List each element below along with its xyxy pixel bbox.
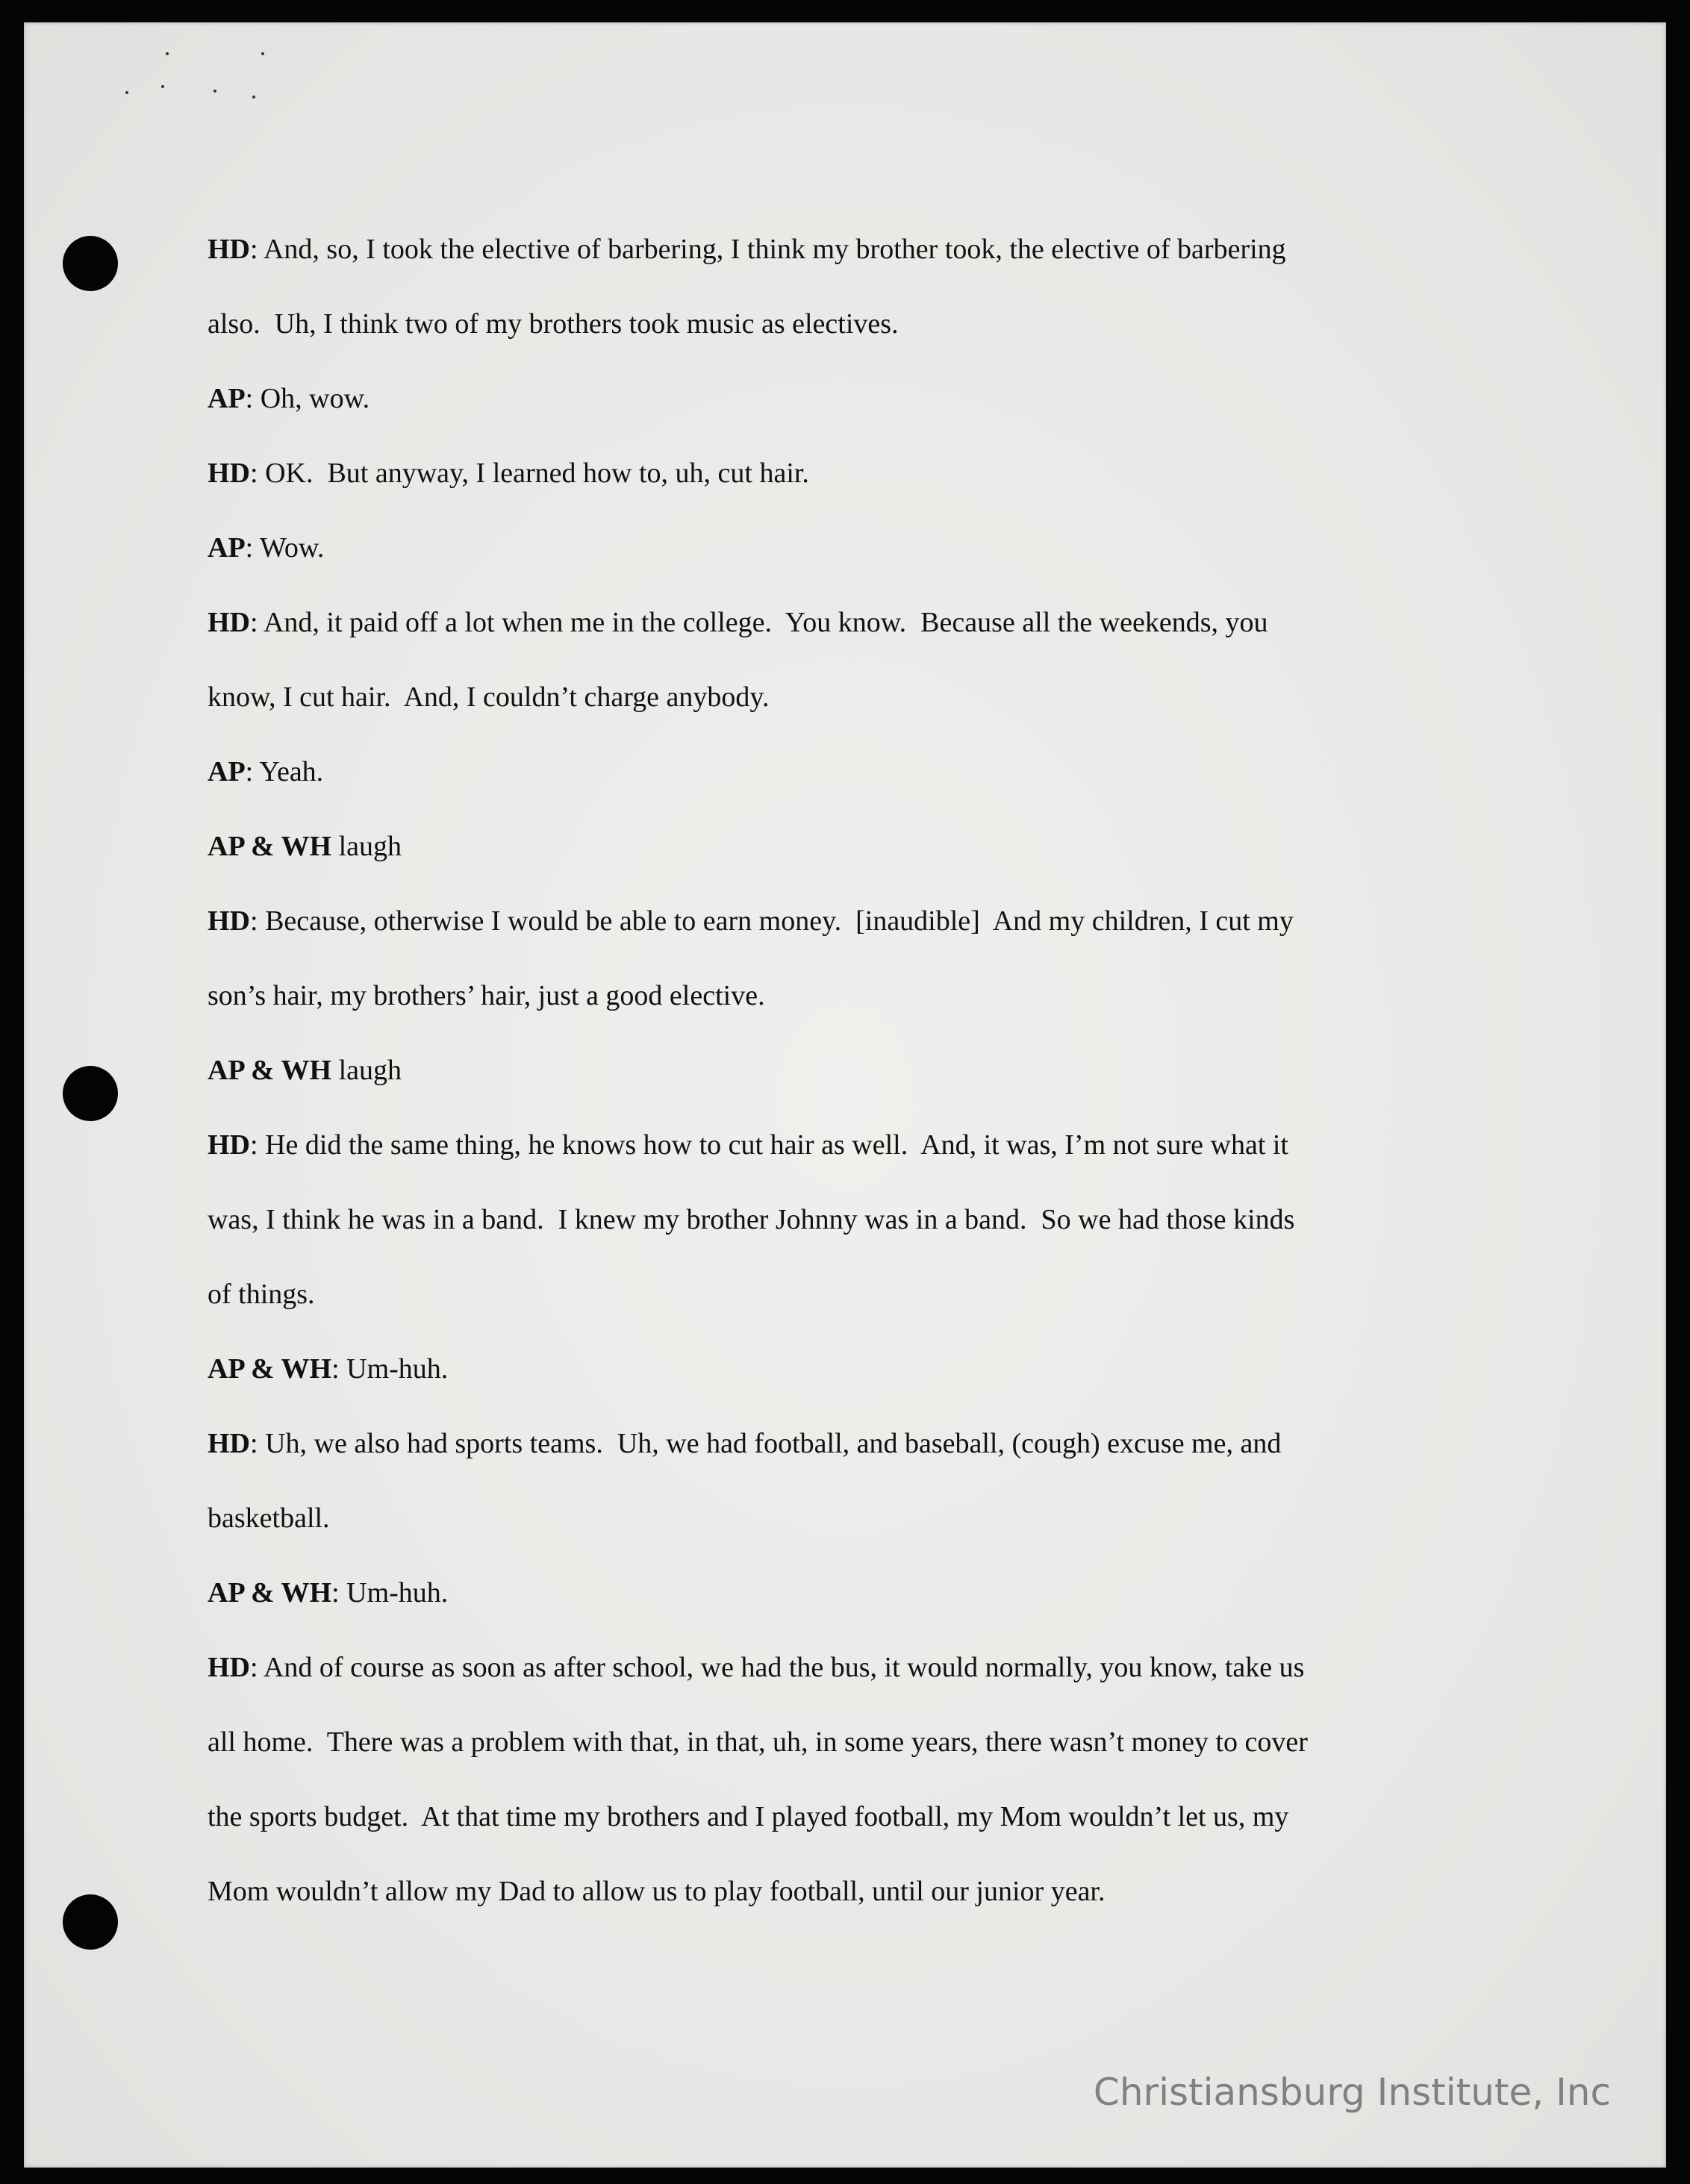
paper-speck	[125, 91, 128, 94]
transcript-text: laugh	[338, 1055, 402, 1086]
speaker-separator: :	[250, 1652, 264, 1683]
transcript-line	[208, 287, 1514, 361]
speaker-label: HD	[208, 1652, 250, 1683]
transcript-line	[208, 1854, 1514, 1929]
transcript-text: Uh, we also had sports teams. Uh, we had football, and baseball, (cough) excuse me, and	[265, 1428, 1282, 1459]
paper-speck	[213, 90, 216, 93]
transcript-line	[208, 1779, 1514, 1854]
transcript-text: was, I think he was in a band. I knew my brother Johnny was in a band. So we had those kinds	[208, 1204, 1295, 1235]
paper-speck	[166, 52, 169, 55]
paper-speck	[252, 96, 255, 99]
transcript-line	[208, 1108, 1514, 1182]
transcript-line	[208, 1406, 1514, 1481]
transcript-line	[208, 1182, 1514, 1257]
transcript-line	[208, 884, 1514, 958]
transcript-text: of things.	[208, 1279, 315, 1310]
speaker-separator: :	[250, 1129, 266, 1161]
transcript-line	[208, 1481, 1514, 1556]
speaker-separator: :	[331, 1577, 347, 1609]
transcript-line	[208, 1630, 1514, 1705]
transcript-line	[208, 436, 1514, 511]
speaker-separator: :	[250, 458, 266, 489]
transcript-line	[208, 1332, 1514, 1406]
transcript-text: Yeah.	[259, 756, 324, 787]
speaker-label: HD	[208, 905, 250, 937]
transcript-line	[208, 734, 1514, 809]
transcript-text: son’s hair, my brothers’ hair, just a good elective.	[208, 980, 765, 1011]
transcript-text: And, so, I took the elective of barbering, I think my brother took, the elective of barbering	[263, 234, 1286, 265]
transcript-text: the sports budget. At that time my brothers and I played football, my Mom wouldn’t let us, my	[208, 1801, 1289, 1832]
transcript-line	[208, 361, 1514, 436]
speaker-label: HD	[208, 1428, 250, 1459]
transcript-line	[208, 1033, 1514, 1108]
speaker-label: AP	[208, 532, 246, 564]
speaker-separator: :	[245, 383, 261, 414]
speaker-separator	[331, 1055, 339, 1086]
transcript-line	[208, 1556, 1514, 1630]
transcript-text: OK. But anyway, I learned how to, uh, cut hair.	[265, 458, 809, 489]
transcript-text: basketball.	[208, 1503, 330, 1534]
speaker-label: HD	[208, 607, 250, 638]
paper-speck	[161, 85, 164, 88]
speaker-label: AP	[208, 756, 246, 787]
transcript-line	[208, 511, 1514, 585]
transcript-line	[208, 958, 1514, 1033]
transcript-text: know, I cut hair. And, I couldn’t charge anybody.	[208, 681, 770, 713]
transcript-line	[208, 660, 1514, 734]
paper-speck	[261, 52, 264, 55]
transcript-line	[208, 1257, 1514, 1332]
transcript-text: He did the same thing, he knows how to cut hair as well. And, it was, I’m not sure what it	[265, 1129, 1288, 1161]
transcript-text: Oh, wow.	[260, 383, 370, 414]
speaker-label: HD	[208, 458, 250, 489]
speaker-separator: :	[245, 756, 260, 787]
transcript-line	[208, 212, 1514, 287]
transcript-line	[208, 585, 1514, 660]
speaker-label: AP & WH	[208, 1353, 332, 1385]
transcript-text: all home. There was a problem with that, in that, uh, in some years, there wasn’t money to cover	[208, 1726, 1308, 1758]
transcript-text: laugh	[338, 831, 402, 862]
speaker-label: AP & WH	[208, 1055, 332, 1086]
watermark: Christiansburg Institute, Inc	[1093, 2071, 1611, 2114]
transcript-text: And, it paid off a lot when me in the college. You know. Because all the weekends, you	[263, 607, 1268, 638]
transcript-text: Wow.	[260, 532, 325, 564]
interview-transcript	[208, 212, 1514, 1929]
transcript-text: Um-huh.	[346, 1577, 449, 1609]
speaker-separator: :	[250, 905, 266, 937]
document-page	[24, 22, 1666, 2168]
transcript-text: Mom wouldn’t allow my Dad to allow us to play football, until our junior year.	[208, 1876, 1106, 1907]
transcript-text: And of course as soon as after school, we had the bus, it would normally, you know, take us	[263, 1652, 1305, 1683]
punch-hole-top	[63, 236, 118, 291]
transcript-line	[208, 809, 1514, 884]
speaker-separator: :	[250, 607, 264, 638]
transcript-text: Um-huh.	[346, 1353, 449, 1385]
speaker-label: AP & WH	[208, 1577, 332, 1609]
punch-hole-bottom	[63, 1894, 118, 1950]
speaker-separator	[331, 831, 339, 862]
speaker-separator: :	[245, 532, 261, 564]
speaker-label: AP & WH	[208, 831, 332, 862]
speaker-label: HD	[208, 1129, 250, 1161]
speaker-label: AP	[208, 383, 246, 414]
punch-hole-middle	[63, 1066, 118, 1121]
speaker-separator: :	[331, 1353, 347, 1385]
transcript-text: also. Uh, I think two of my brothers took music as electives.	[208, 308, 899, 340]
speaker-separator: :	[250, 234, 264, 265]
speaker-label: HD	[208, 234, 250, 265]
speaker-separator: :	[250, 1428, 266, 1459]
transcript-line	[208, 1705, 1514, 1779]
transcript-text: Because, otherwise I would be able to earn money. [inaudible] And my children, I cut my	[265, 905, 1294, 937]
